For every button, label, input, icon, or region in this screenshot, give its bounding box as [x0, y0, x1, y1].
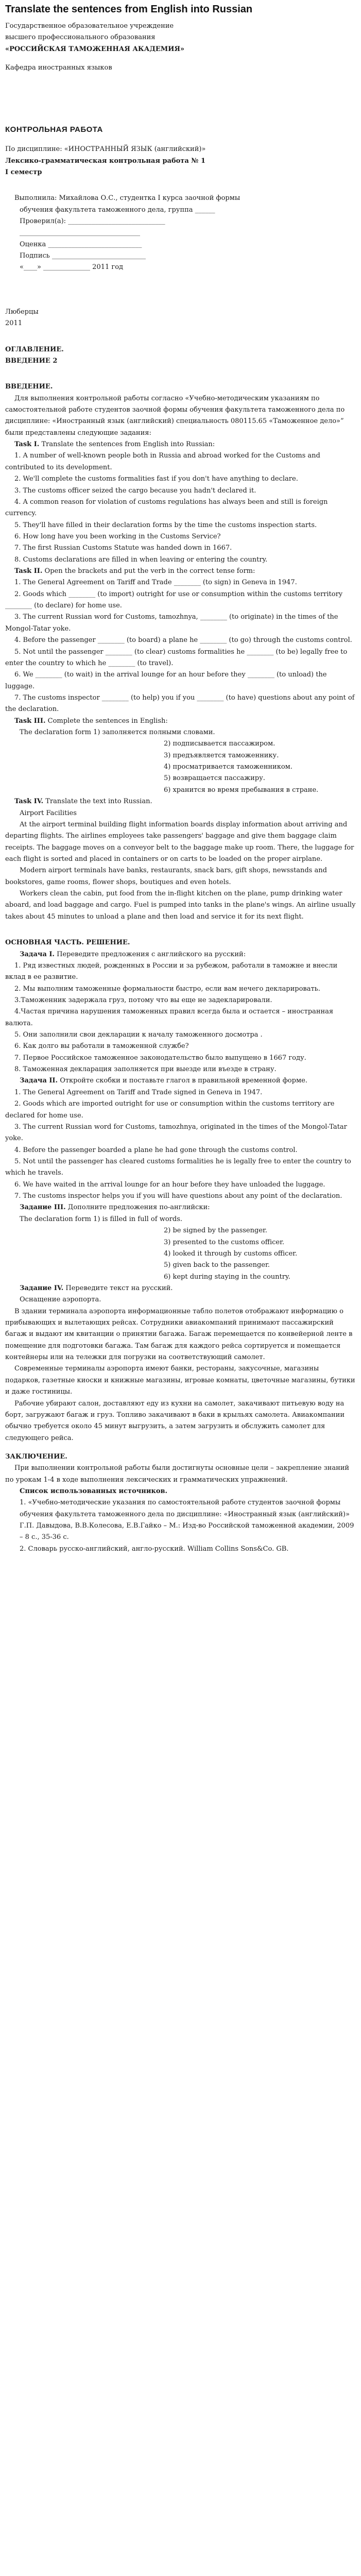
solution3-lead: The declaration form 1) is filled in full of words. — [20, 1215, 182, 1223]
solution1-item: 5. Они заполнили свои декларации к началу таможенного досмотра . — [14, 1031, 263, 1039]
semester-line: I семестр — [5, 168, 42, 176]
solution-label: Задача I. — [20, 950, 55, 958]
solution-instruction: Дополните предложения по-английски: — [67, 1204, 210, 1212]
solution2-item: 3. The current Russian word for Customs, tamozhnya, originated in the times of the Mongol-Tatar yoke. — [5, 1123, 347, 1143]
solution4-title: Оснащение аэропорта. — [20, 1296, 101, 1304]
title-block — [5, 123, 356, 178]
source-item: 1. «Учебно-методические указания по самостоятельной работе студентов заочной формы обучения факультета таможенного дела по дисциплине: «Иностранный язык (английский)» Г.П. Давыдова, В.В.Колесова, Е.В.Гайко – М.: Изд-во Российской таможенной академии, 2009 – 8 с., 35-36 с. — [20, 1499, 354, 1541]
meta-line: Проверил(а): _____________________________ — [20, 217, 165, 226]
solution4-paragraph: Рабочие убирают салон, доставляют еду из кухни на самолет, закачивают питьевую воду на борт, загружают багаж и груз. Топливо закачивают в баки в крыльях самолета. Авиакомпании обычно требуется около 45 минут выгрузить, а затем загрузить и обслужить самолет для следующего рейса. — [5, 1399, 345, 1442]
academy-name: «РОССИЙСКАЯ ТАМОЖЕННАЯ АКАДЕМИЯ» — [5, 45, 185, 53]
solution4-paragraph: Современные терминалы аэропорта имеют банки, рестораны, закусочные, магазины подарков, газетные киоски и книжные магазины, игровые комнаты, цветочные магазины, бутики и даже гостиницы. — [5, 1365, 355, 1396]
page-title: Translate the sentences from English into Russian — [5, 4, 253, 15]
task1-item: 4. A common reason for violation of customs regulations has always been and still is foreign currency. — [5, 498, 328, 518]
task-label: Task IV. — [14, 798, 44, 806]
solution3-option: 2) be signed by the passenger. — [164, 1227, 267, 1235]
task1-item: 6. How long have you been working in the Customs Service? — [14, 532, 221, 540]
work-name: Лексико-грамматическая контрольная работа № 1 — [5, 157, 206, 165]
solution2-item: 2. Goods which are imported outright for use or consumption within the customs territory are declared for home use. — [5, 1100, 335, 1120]
task1-item: 3. The customs officer seized the cargo because you hadn't declared it. — [14, 486, 256, 495]
solution3-option: 4) looked it through by customs officer. — [164, 1249, 298, 1258]
solution-label: Задача II. — [20, 1077, 58, 1085]
task4-text-title: Airport Facilities — [20, 809, 77, 817]
work-title: КОНТРОЛЬНАЯ РАБОТА — [5, 125, 103, 134]
solution1-item: 1. Ряд известных людей, рожденных в России и за рубежом, работали в таможне и внесли вклад в ее развитие. — [5, 961, 338, 981]
meta-line: Оценка ____________________________ — [20, 240, 142, 248]
year: 2011 — [5, 319, 23, 328]
task2-item: 1. The General Agreement on Tariff and Trade ________ (to sign) in Geneva in 1947. — [14, 579, 297, 587]
task-instruction: Open the brackets and put the verb in the correct tense form: — [44, 567, 255, 575]
task2-item: 6. We ________ (to wait) in the arrival lounge for an hour before they ________ (to unload) the luggage. — [5, 671, 327, 690]
task3-option: 2) подписывается пассажиром. — [164, 740, 276, 748]
task4-paragraph: At the airport terminal building flight information boards display information about arriving and departing flights. The airlines employees take passengers' baggage and give them baggage claim receipts. The baggage moves on a conveyor belt to the baggage make up room. There, the luggage for each flight is sorted and placed in containers or on carts to be loaded on the proper airplane. — [5, 820, 354, 863]
task2-item: 3. The current Russian word for Customs, tamozhnya, ________ (to originate) in the times of the Mongol-Tatar yoke. — [5, 613, 338, 633]
header-line: высшего профессионального образования — [5, 33, 156, 42]
solution3-option: 6) kept during staying in the country. — [164, 1273, 290, 1281]
sources-heading: Список использованных источников. — [20, 1487, 168, 1496]
task-instruction: Complete the sentences in English: — [47, 717, 168, 725]
meta-line: обучения факультета таможенного дела, группа ______ — [20, 206, 215, 214]
meta-block — [5, 193, 356, 274]
solution-instruction: Переведите предложения с английского на русский: — [57, 950, 246, 958]
intro-text: Для выполнения контрольной работы согласно «Учебно-методическим указаниям по самостоятельной работе студентов заочной формы обучения факультета таможенного дела по дисциплине: «Иностранный язык (английский) специальность 080115.65 «Таможенное дело»” были представлены следующие задания: — [5, 394, 345, 437]
task1-item: 7. The first Russian Customs Statute was handed down in 1667. — [14, 544, 232, 552]
conclusion-text: При выполнении контрольной работы были достигнуты основные цели – закрепление знаний по урокам 1-4 в ходе выполнения лексических и грамматических упражнений. — [5, 1464, 350, 1484]
city: Люберцы — [5, 308, 39, 316]
solution1-item: 2. Мы выполним таможенные формальности быстро, если вам нечего декларировать. — [14, 985, 320, 993]
meta-line: «____» ______________ 2011 год — [20, 263, 124, 272]
task2-item: 2. Goods which ________ (to import) outright for use or consumption within the customs territory ________ (to declare) for home use. — [5, 590, 343, 610]
task2-item: 5. Not until the passenger ________ (to clear) customs formalities he ________ (to be) legally free to enter the country to which he ________ (to travel). — [5, 648, 348, 667]
task1-item: 1. A number of well-known people both in Russia and abroad worked for the Customs and contributed to its development. — [5, 452, 320, 471]
solution-instruction: Переведите текст на русский. — [65, 1284, 173, 1292]
task3-lead: The declaration form 1) заполняется полными словами. — [20, 728, 215, 737]
solution2-item: 7. The customs inspector helps you if you will have questions about any point of the declaration. — [14, 1192, 342, 1200]
task3-option: 6) хранится во время пребывания в стране. — [164, 786, 319, 794]
task-instruction: Translate the text into Russian. — [45, 798, 152, 806]
solution1-item: 4.Частая причина нарушения таможенных правил всегда была и остается – иностранная валюта. — [5, 1008, 334, 1027]
task-instruction: Translate the sentences from English into Russian: — [41, 440, 215, 449]
solution1-item: 3.Таможенник задержала груз, потому что вы еще не задекларировали. — [14, 996, 272, 1004]
task2-item: 7. The customs inspector ________ (to help) you if you ________ (to have) questions about any point of the declaration. — [5, 693, 355, 714]
toc-link-intro[interactable]: ВВЕДЕНИЕ 2 — [5, 357, 58, 365]
task3-option: 4) просматривается таможенником. — [164, 763, 293, 771]
task-label: Task II. — [14, 567, 43, 575]
task1-item: 5. They'll have filled in their declaration forms by the time the customs inspection starts. — [14, 521, 317, 529]
solution-label: Задание IV. — [20, 1284, 64, 1292]
solution-instruction: Откройте скобки и поставьте глагол в правильной временной форме. — [60, 1077, 307, 1085]
solution-label: Задание III. — [20, 1204, 66, 1212]
solution1-item: 8. Таможенная декларация заполняется при выезде или въезде в страну. — [14, 1065, 277, 1074]
header-block — [5, 21, 356, 74]
solution2-item: 6. We have waited in the arrival lounge for an hour before they have unloaded the luggage. — [14, 1180, 325, 1189]
main-heading: ОСНОВНАЯ ЧАСТЬ. РЕШЕНИЕ. — [5, 939, 130, 947]
meta-line: Подпись ____________________________ — [20, 252, 146, 260]
task4-paragraph: Workers clean the cabin, put food from the in-flight kitchen on the plane, pump drinking water aboard, and load baggage and cargo. Fuel is pumped into tanks in the plane's wings. An airline usually takes about 45 minutes to unload a plane and then load and service it for its next flight. — [5, 890, 356, 921]
toc-heading: ОГЛАВЛЕНИЕ. — [5, 345, 64, 353]
header-line: Государственное образовательное учреждение — [5, 22, 174, 30]
meta-line: Выполнила: Михайлова О.С., студентка I курса заочной формы — [14, 194, 240, 202]
task4-paragraph: Modern airport terminals have banks, restaurants, snack bars, gift shops, newsstands and bookstores, game rooms, flower shops, boutiques and even hotels. — [5, 867, 327, 886]
solution4-paragraph: В здании терминала аэропорта информационные табло полетов отображают информацию о прибывающих и вылетающих рейсах. Сотрудники авиакомпаний принимают пассажирский багаж и выдают им квитанции о принятии багажа. Багаж перемещается по конвейерной ленте в помещение для подготовки багажа. Там багаж для каждого рейса сортируется и помещается контейнеры или на тележки для погрузки на соответствующий самолет. — [5, 1307, 353, 1362]
solution3-option: 5) given back to the passenger. — [164, 1261, 270, 1269]
solution2-item: 5. Not until the passenger has cleared customs formalities he is legally free to enter the country to which he travels. — [5, 1157, 351, 1177]
task1-item: 8. Customs declarations are filled in when leaving or entering the country. — [14, 555, 268, 564]
solution2-item: 1. The General Agreement on Tariff and Trade signed in Geneva in 1947. — [14, 1088, 263, 1096]
solution1-item: 6. Как долго вы работали в таможенной службе? — [14, 1042, 189, 1050]
solution2-item: 4. Before the passenger boarded a plane he had gone through the customs control. — [14, 1146, 298, 1154]
task2-item: 4. Before the passenger ________ (to board) a plane he ________ (to go) through the customs control. — [14, 636, 352, 645]
task3-option: 3) предъявляется таможеннику. — [164, 751, 279, 759]
source-item: 2. Словарь русско-английский, англо-русский. William Collins Sons&Co. GB. — [20, 1545, 289, 1553]
meta-line: ____________________________________ — [20, 229, 140, 237]
task-label: Task III. — [14, 717, 46, 725]
solution3-option: 3) presented to the customs officer. — [164, 1238, 285, 1246]
conclusion-heading: ЗАКЛЮЧЕНИЕ. — [5, 1452, 67, 1461]
department-name: Кафедра иностранных языков — [5, 64, 112, 72]
discipline-line: По дисциплине: «ИНОСТРАННЫЙ ЯЗЫК (английский)» — [5, 145, 206, 154]
intro-heading: ВВЕДЕНИЕ. — [5, 383, 53, 391]
task3-option: 5) возвращается пассажиру. — [164, 774, 265, 783]
task1-item: 2. We'll complete the customs formalities fast if you don't have anything to declare. — [14, 475, 298, 483]
task-label: Task I. — [14, 440, 40, 449]
solution1-item: 7. Первое Российское таможенное законодательство было выпущено в 1667 году. — [14, 1054, 306, 1062]
